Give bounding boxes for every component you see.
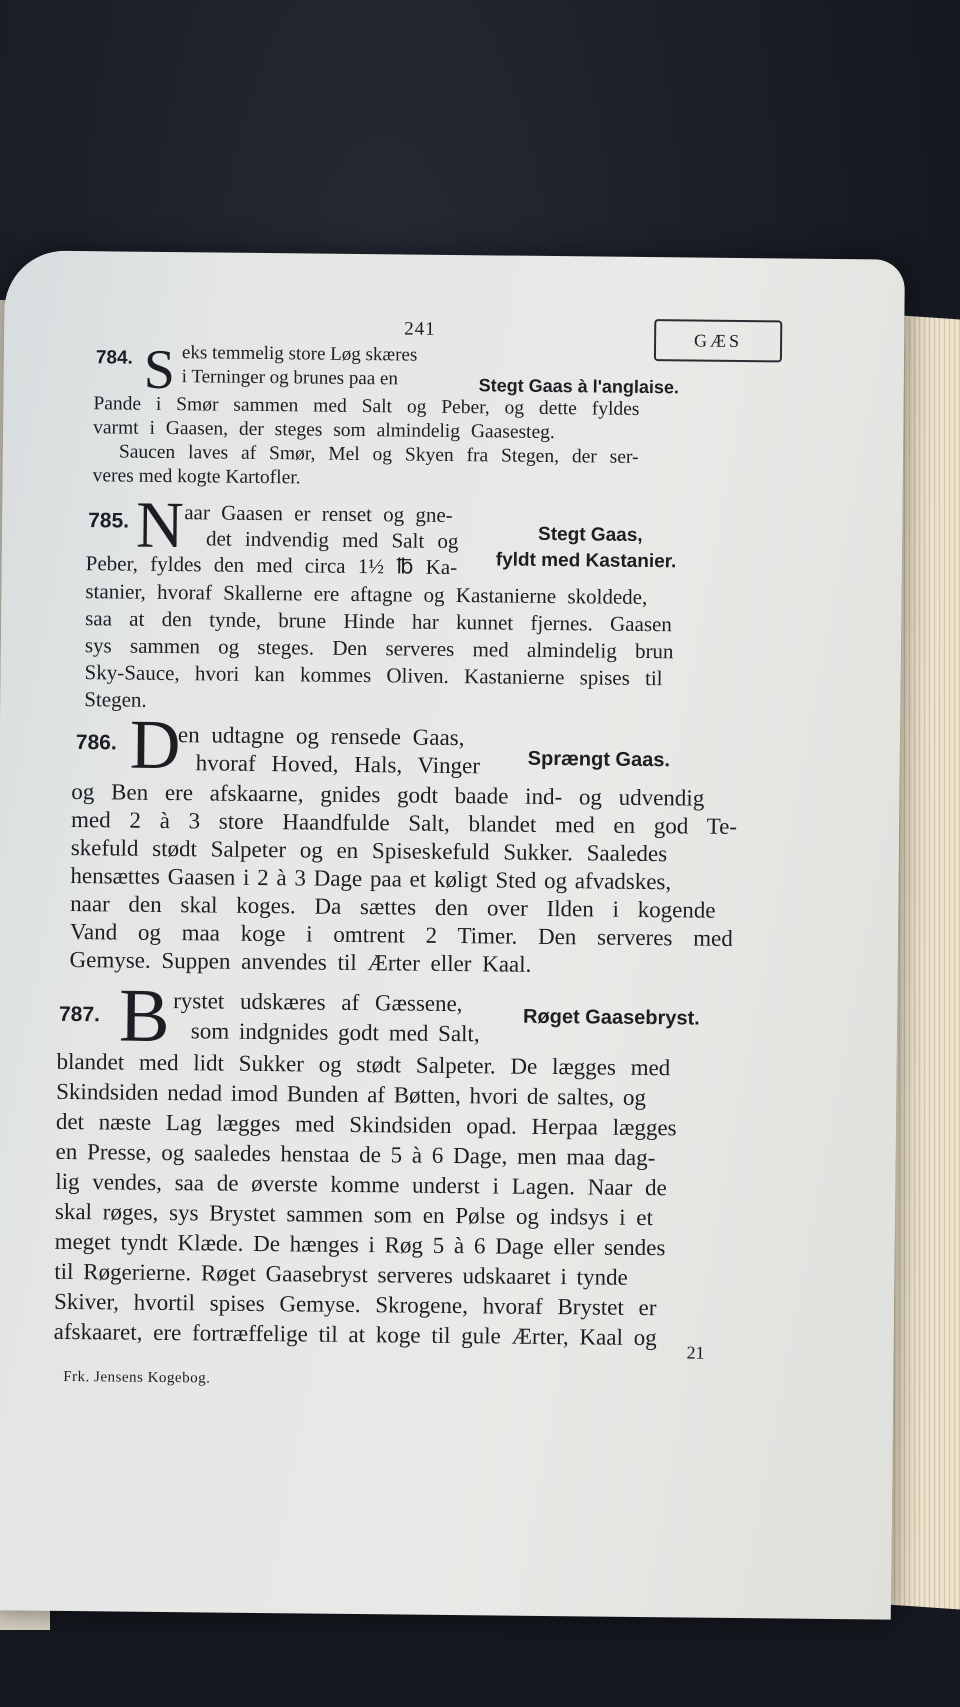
body-line: Skindsiden nedad imod Bunden af Bøtten, hvori de saltes, og — [56, 1078, 647, 1111]
head-line: i Terninger og brunes paa en — [181, 366, 399, 390]
signature-mark: 21 — [686, 1342, 705, 1363]
body-line: til Røgerierne. Røget Gaasebryst serveres udskaaret i tynde — [54, 1258, 628, 1290]
head-line: aar Gaasen er renset og gne- — [184, 500, 453, 527]
drop-cap: S — [143, 338, 176, 402]
head-line: eks temmelig store Løg skæres — [181, 342, 418, 366]
drop-cap: B — [118, 973, 171, 1059]
head-line: hvoraf Hoved, Hals, Vinger — [195, 750, 481, 779]
body-line: afskaaret, ere fortræffelige til at koge til gule Ærter, Kaal og — [53, 1318, 657, 1351]
body-line: Peber, fyldes den med circa 1½ ℔ Ka- — [85, 551, 458, 580]
body-line: Vand og maa koge i omtrent 2 Timer. Den serveres med — [69, 919, 733, 951]
recipe-number: 785. — [88, 509, 130, 533]
body-line: en Presse, og saaledes henstaa de 5 à 6 Dage, men maa dag- — [55, 1138, 656, 1171]
body-line: Stegen. — [84, 687, 147, 712]
recipe-title: Stegt Gaas à l'anglaise. — [478, 375, 680, 398]
body-line: det næste Lag lægges med Skindsiden opad. Herpaa lægges — [55, 1108, 677, 1141]
body-line: meget tyndt Klæde. De hænges i Røg 5 à 6 Dage eller sendes — [54, 1228, 666, 1261]
head-line: det indvendig med Salt og — [205, 526, 459, 554]
recipe-title: Sprængt Gaas. — [527, 747, 671, 772]
body-line: skal røges, sys Brystet sammen som en Pølse og indsys i et — [54, 1198, 654, 1231]
head-line: som indgnides godt med Salt, — [190, 1018, 480, 1047]
recipe-title: fyldt med Kastanier. — [495, 549, 677, 573]
body-line: blandet med lidt Sukker og stødt Salpeter. De lægges med — [56, 1048, 671, 1081]
section-label: GÆS — [654, 319, 782, 362]
body-line: sys sammen og steges. Den serveres med almindelig brun — [84, 633, 674, 664]
body-line: hensættes Gaasen i 2 à 3 Dage paa et køligt Sted og afvadskes, — [70, 863, 672, 895]
body-line: veres med kogte Kartofler. — [92, 465, 301, 489]
body-line: med 2 à 3 store Haandfulde Salt, blandet med en god Te- — [70, 807, 738, 839]
body-line: stanier, hvoraf Skallerne ere aftagne og Kastanierne skoldede, — [85, 579, 648, 610]
recipe-number: 787. — [58, 1002, 101, 1027]
head-line: en udtagne og rensede Gaas, — [177, 722, 465, 751]
page-number: 241 — [404, 318, 436, 340]
drop-cap: N — [135, 488, 185, 563]
recipe-title: Stegt Gaas, — [537, 523, 643, 546]
body-line: Skiver, hvortil spises Gemyse. Skrogene, hvoraf Brystet er — [53, 1288, 657, 1321]
recipe-title: Røget Gaasebryst. — [522, 1005, 700, 1030]
recipe-787 — [0, 973, 897, 1351]
head-line: rystet udskæres af Gæssene, — [173, 988, 463, 1017]
recipe-786 — [0, 706, 900, 977]
recipe-number: 784. — [95, 347, 133, 369]
body-line: Saucen laves af Smør, Mel og Skyen fra Stegen, der ser- — [118, 441, 639, 468]
book-footer: Frk. Jensens Kogebog. — [63, 1368, 211, 1387]
body-line: Sky-Sauce, hvori kan kommes Oliven. Kastanierne spises til — [84, 660, 663, 691]
body-line: skefuld stødt Salpeter og en Spiseskefuld Sukker. Saaledes — [70, 835, 668, 867]
body-line: lig vendes, saa de øverste komme underst i Lagen. Naar de — [55, 1168, 667, 1201]
body-line: varmt i Gaasen, der steges som almindelig Gaasesteg. — [93, 417, 555, 444]
recipe-number: 786. — [75, 731, 117, 755]
body-line: og Ben ere afskaarne, gnides godt baade ind- og udvendig — [71, 779, 705, 811]
body-line: saa at den tynde, brune Hinde har kunnet fjernes. Gaasen — [85, 606, 673, 637]
body-line: naar den skal koges. Da sættes den over Ilden i kogende — [70, 891, 716, 923]
book-page — [0, 250, 905, 1619]
recipe-785 — [2, 488, 902, 712]
body-line: Gemyse. Suppen anvendes til Ærter eller Kaal. — [69, 947, 532, 977]
drop-cap: D — [129, 706, 181, 785]
body-line: Pande i Smør sammen med Salt og Peber, og dette fyldes — [93, 393, 640, 420]
